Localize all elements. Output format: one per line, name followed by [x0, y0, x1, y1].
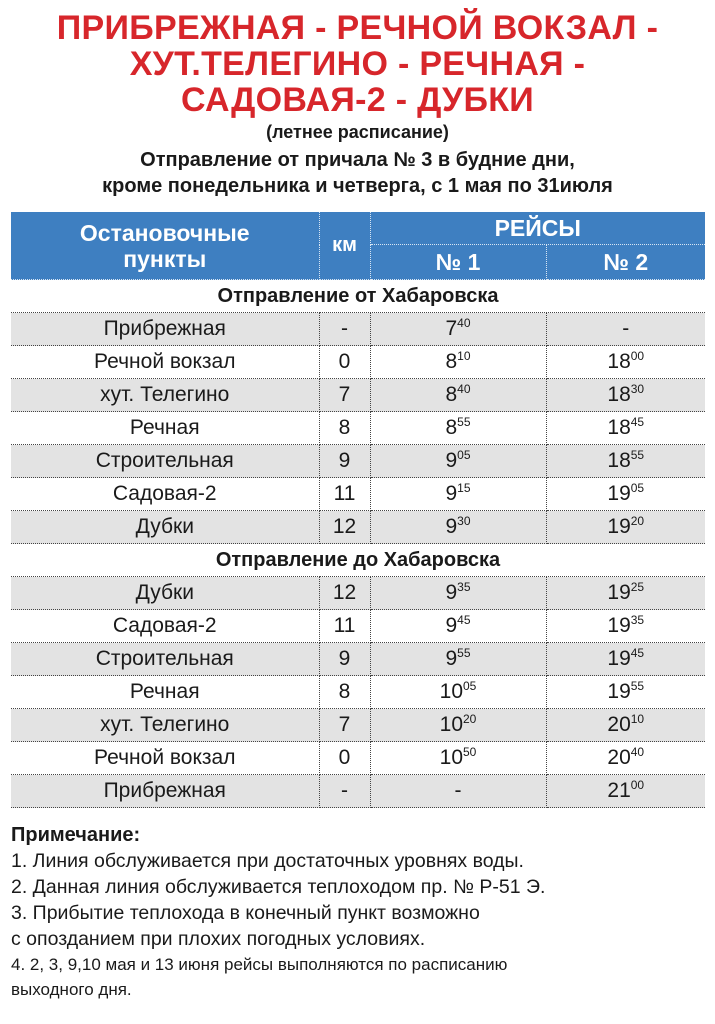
- trip-1-time: [370, 346, 546, 379]
- section-header-row: [11, 544, 705, 577]
- stop-name-cell: Речной вокзал: [11, 742, 319, 775]
- trip-1-time-minutes: 50: [463, 745, 477, 759]
- trip-1-time-minutes: 20: [463, 712, 477, 726]
- table-row: [11, 379, 705, 412]
- table-row: [11, 742, 705, 775]
- trip-1-time-hours: 10: [439, 680, 463, 703]
- trip-2-time-minutes: 45: [630, 646, 645, 660]
- notes-title: Примечание:: [11, 824, 141, 846]
- trip-2-time-hours: 19: [607, 680, 631, 703]
- trip-1-time: [370, 577, 546, 610]
- km-cell: 11: [319, 478, 370, 511]
- table-row: [11, 775, 705, 808]
- trip-1-time-minutes: 55: [457, 646, 471, 660]
- stops-column-header: [11, 212, 319, 280]
- table-row: [11, 676, 705, 709]
- trip-1-time-hours: 8: [445, 416, 458, 439]
- table-row: [11, 511, 705, 544]
- note-2: 2. Данная линия обслуживается теплоходом пр. № Р-51 Э.: [11, 876, 546, 898]
- notes-block: [11, 822, 706, 1002]
- stop-name-cell: Строительная: [11, 445, 319, 478]
- stop-name-cell: Дубки: [11, 511, 319, 544]
- trip-2-time-minutes: 10: [630, 712, 645, 726]
- trip-2-time-hours: 21: [607, 779, 631, 802]
- trip-2-time-minutes: 35: [630, 613, 645, 627]
- km-cell: 11: [319, 610, 370, 643]
- trip-2-time: [546, 379, 705, 412]
- stop-name-cell: Речной вокзал: [11, 346, 319, 379]
- trip-1-time-minutes: 40: [457, 382, 471, 396]
- stop-name-cell: Прибрежная: [11, 775, 319, 808]
- title-line-2: ХУТ.ТЕЛЕГИНО - РЕЧНАЯ -: [129, 45, 586, 83]
- table-row: [11, 610, 705, 643]
- table-row: [11, 412, 705, 445]
- trip-1-time-minutes: 30: [457, 514, 471, 528]
- trip-2-time-minutes: 25: [630, 580, 645, 594]
- table-row: [11, 313, 705, 346]
- trip-1-time-minutes: 40: [457, 316, 471, 330]
- table-row: [11, 709, 705, 742]
- trip-1-time: [370, 478, 546, 511]
- km-cell: 8: [319, 676, 370, 709]
- section-title: Отправление до Хабаровска: [11, 544, 705, 577]
- trip-2-time: [546, 313, 705, 346]
- trip-2-time: [546, 478, 705, 511]
- trip-2-time: [546, 742, 705, 775]
- trip-1-time-hours: 7: [445, 317, 458, 340]
- table-row: [11, 445, 705, 478]
- trip-1-time-minutes: 05: [457, 448, 471, 462]
- trip-2-time: [546, 445, 705, 478]
- trip-2-time-minutes: 20: [630, 514, 645, 528]
- trip-2-time-minutes: 00: [630, 778, 645, 792]
- trip-2-time-hours: 19: [607, 647, 631, 670]
- trip-1-time: [370, 511, 546, 544]
- trip-1-time: [370, 775, 546, 808]
- stop-name-cell: Дубки: [11, 577, 319, 610]
- trip-2-time-hours: 18: [607, 383, 631, 406]
- km-cell: 7: [319, 709, 370, 742]
- stop-name-cell: хут. Телегино: [11, 379, 319, 412]
- trip-2-time-hours: 20: [607, 746, 631, 769]
- trip-1-time: [370, 445, 546, 478]
- trip-2-time-hours: 19: [607, 614, 631, 637]
- trip-1-time: [370, 643, 546, 676]
- trip-1-time: [370, 610, 546, 643]
- trip-1-time-hours: 9: [445, 482, 458, 505]
- km-cell: 7: [319, 379, 370, 412]
- table-row: [11, 346, 705, 379]
- stop-name-cell: Прибрежная: [11, 313, 319, 346]
- trip-2-time-hours: 19: [607, 482, 631, 505]
- trip-1-time-minutes: 15: [457, 481, 471, 495]
- stops-header-line-1: Остановочные: [79, 219, 250, 246]
- km-cell: -: [319, 775, 370, 808]
- trip-1-time: [370, 379, 546, 412]
- departure-description-line-1: Отправление от причала № 3 в будние дни,: [140, 149, 575, 171]
- km-cell: 12: [319, 577, 370, 610]
- trip-2-time-hours: 19: [607, 515, 631, 538]
- stop-name-cell: Садовая-2: [11, 610, 319, 643]
- trip-1-time-minutes: 45: [457, 613, 471, 627]
- trip-2-time: [546, 709, 705, 742]
- stops-header-line-2: пункты: [123, 245, 207, 272]
- stop-name-cell: Речная: [11, 676, 319, 709]
- trip-2-time: [546, 610, 705, 643]
- trip-2-time-minutes: 55: [630, 448, 645, 462]
- stop-name-cell: Садовая-2: [11, 478, 319, 511]
- trip-2-time-hours: 19: [607, 581, 631, 604]
- trip-1-time-minutes: 10: [457, 349, 471, 363]
- trip-2-time-hours: 18: [607, 449, 631, 472]
- table-row: [11, 643, 705, 676]
- trip-2-time-minutes: 00: [630, 349, 645, 363]
- trip-2-time-hours: -: [622, 317, 630, 340]
- trip-1-time-hours: 9: [445, 581, 458, 604]
- trip-1-time-hours: 9: [445, 647, 458, 670]
- trip-1-header: № 1: [370, 245, 546, 280]
- title-line-3: САДОВАЯ-2 - ДУБКИ: [180, 81, 534, 119]
- trip-1-time-hours: 9: [445, 614, 458, 637]
- trip-2-time: [546, 346, 705, 379]
- trip-2-time-hours: 18: [607, 416, 631, 439]
- trip-2-time: [546, 577, 705, 610]
- trip-2-time-minutes: 45: [630, 415, 645, 429]
- section-title: Отправление от Хабаровска: [11, 280, 705, 313]
- trip-2-time: [546, 676, 705, 709]
- stop-name-cell: хут. Телегино: [11, 709, 319, 742]
- km-cell: 9: [319, 643, 370, 676]
- trip-2-time: [546, 412, 705, 445]
- table-row: [11, 478, 705, 511]
- km-cell: 9: [319, 445, 370, 478]
- trip-1-time-hours: 8: [445, 350, 458, 373]
- km-cell: 8: [319, 412, 370, 445]
- note-3-line-2: с опозданием при плохих погодных условиях.: [11, 928, 426, 950]
- trip-1-time-minutes: 55: [457, 415, 471, 429]
- trip-1-time-minutes: 05: [463, 679, 477, 693]
- km-cell: 0: [319, 346, 370, 379]
- trip-1-time-hours: 9: [445, 449, 458, 472]
- page-title: [0, 10, 715, 118]
- section-header-row: [11, 280, 705, 313]
- season-label: (летнее расписание): [266, 122, 449, 142]
- trips-column-header: РЕЙСЫ: [370, 212, 705, 245]
- trip-2-header: № 2: [546, 245, 705, 280]
- stop-name-cell: Речная: [11, 412, 319, 445]
- trip-1-time-hours: 9: [445, 515, 458, 538]
- trip-1-time: [370, 709, 546, 742]
- note-4-line-1: 4. 2, 3, 9,10 мая и 13 июня рейсы выполняются по расписанию: [11, 955, 508, 974]
- schedule-table: [11, 212, 705, 808]
- trip-2-time-hours: 20: [607, 713, 631, 736]
- trip-1-time: [370, 313, 546, 346]
- km-cell: 12: [319, 511, 370, 544]
- trip-1-time: [370, 412, 546, 445]
- trip-2-time-hours: 18: [607, 350, 631, 373]
- note-1: 1. Линия обслуживается при достаточных уровнях воды.: [11, 850, 524, 872]
- trip-1-time: [370, 742, 546, 775]
- trip-2-time: [546, 775, 705, 808]
- note-3-line-1: 3. Прибытие теплохода в конечный пункт возможно: [11, 902, 480, 924]
- schedule-body: [11, 280, 705, 808]
- trip-1-time-minutes: 35: [457, 580, 471, 594]
- table-row: [11, 577, 705, 610]
- trip-1-time: [370, 676, 546, 709]
- trip-1-time-hours: 10: [439, 713, 463, 736]
- stop-name-cell: Строительная: [11, 643, 319, 676]
- note-4-line-2: выходного дня.: [11, 980, 132, 999]
- trip-2-time-minutes: 40: [630, 745, 645, 759]
- trip-1-time-hours: -: [454, 779, 462, 802]
- trip-2-time: [546, 643, 705, 676]
- trip-1-time-hours: 10: [439, 746, 463, 769]
- title-line-1: ПРИБРЕЖНАЯ - РЕЧНОЙ ВОКЗАЛ -: [56, 9, 659, 47]
- km-cell: 0: [319, 742, 370, 775]
- trip-2-time-minutes: 05: [630, 481, 645, 495]
- trip-2-time: [546, 511, 705, 544]
- trip-1-time-hours: 8: [445, 383, 458, 406]
- km-cell: -: [319, 313, 370, 346]
- trip-2-time-minutes: 55: [630, 679, 645, 693]
- km-column-header: км: [319, 212, 370, 280]
- departure-description-line-2: кроме понедельника и четверга, с 1 мая по 31июля: [102, 175, 613, 197]
- trip-2-time-minutes: 30: [630, 382, 645, 396]
